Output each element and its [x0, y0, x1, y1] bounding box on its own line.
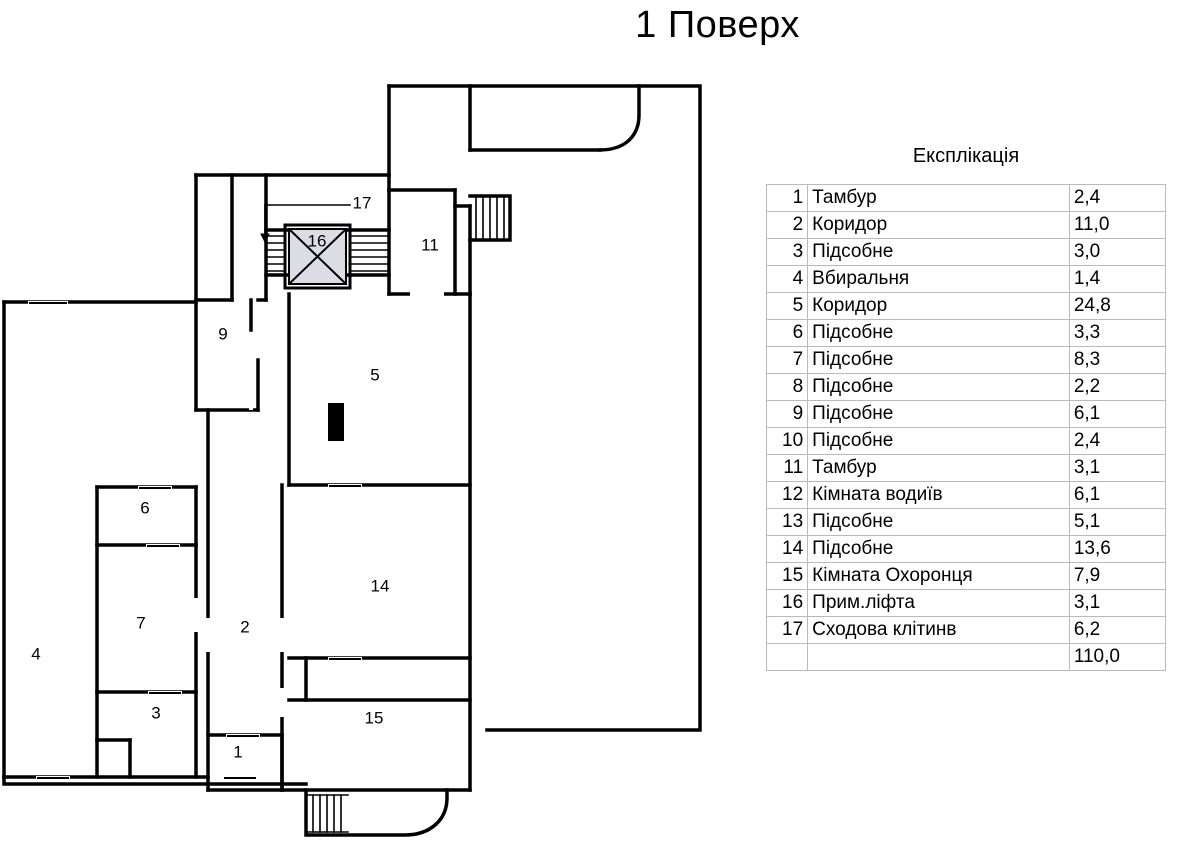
row-area: 6,1: [1069, 401, 1165, 428]
table-row: [767, 617, 1166, 644]
row-area: 5,1: [1069, 509, 1165, 536]
row-area: 8,3: [1069, 347, 1165, 374]
row-name: Підсобне: [808, 347, 1070, 374]
room-label: 7: [136, 613, 146, 633]
table-row: [767, 455, 1166, 482]
table-row: [767, 320, 1166, 347]
row-index: 3: [767, 239, 808, 266]
row-name: Кімната водиїв: [808, 482, 1070, 509]
table-row: [767, 482, 1166, 509]
row-name: Підсобне: [808, 509, 1070, 536]
room-label: 6: [140, 498, 150, 518]
room-label: 4: [31, 644, 41, 664]
table-row: [767, 590, 1166, 617]
row-index: 14: [767, 536, 808, 563]
row-name: Прим.ліфта: [808, 590, 1070, 617]
row-name: Кімната Охоронця: [808, 563, 1070, 590]
row-area: 24,8: [1069, 293, 1165, 320]
row-area: 2,2: [1069, 374, 1165, 401]
row-name: Підсобне: [808, 428, 1070, 455]
table-row: [767, 185, 1166, 212]
room-label: 2: [240, 617, 250, 637]
table-row: [767, 347, 1166, 374]
row-name: Підсобне: [808, 239, 1070, 266]
room-label: 14: [370, 576, 390, 596]
table-row: [767, 212, 1166, 239]
row-area: 3,1: [1069, 590, 1165, 617]
row-name: Тамбур: [808, 185, 1070, 212]
row-area: 6,2: [1069, 617, 1165, 644]
table-row: [767, 239, 1166, 266]
row-name: [808, 644, 1070, 671]
legend-title: Експлікація: [912, 145, 1020, 167]
table-row: [767, 563, 1166, 590]
table-row: [767, 536, 1166, 563]
row-name: Коридор: [808, 212, 1070, 239]
row-index: 11: [767, 455, 808, 482]
row-name: Коридор: [808, 293, 1070, 320]
row-index: 10: [767, 428, 808, 455]
table-row: [767, 401, 1166, 428]
row-index: 6: [767, 320, 808, 347]
row-index: [767, 644, 808, 671]
row-area: 6,1: [1069, 482, 1165, 509]
row-name: Сходова клітинв: [808, 617, 1070, 644]
row-index: 16: [767, 590, 808, 617]
table-row: [767, 374, 1166, 401]
table-row: [767, 293, 1166, 320]
total-area: 110,0: [1069, 644, 1165, 671]
row-area: 3,1: [1069, 455, 1165, 482]
room-label: 17: [352, 193, 372, 213]
row-index: 15: [767, 563, 808, 590]
row-area: 11,0: [1069, 212, 1165, 239]
row-area: 7,9: [1069, 563, 1165, 590]
explication-table: [766, 184, 1166, 671]
row-index: 13: [767, 509, 808, 536]
row-area: 2,4: [1069, 185, 1165, 212]
room-label: 3: [151, 703, 161, 723]
row-area: 13,6: [1069, 536, 1165, 563]
room-label: 1: [233, 742, 243, 762]
room-label: 16: [307, 231, 327, 251]
room-label: 9: [218, 324, 228, 344]
table-row: [767, 509, 1166, 536]
row-name: Підсобне: [808, 536, 1070, 563]
row-index: 5: [767, 293, 808, 320]
row-index: 1: [767, 185, 808, 212]
row-index: 12: [767, 482, 808, 509]
room-label: 15: [364, 708, 384, 728]
row-area: 1,4: [1069, 266, 1165, 293]
row-index: 8: [767, 374, 808, 401]
page-title: 1 Поверх: [635, 4, 800, 46]
table-row: [767, 428, 1166, 455]
row-name: Підсобне: [808, 374, 1070, 401]
row-index: 4: [767, 266, 808, 293]
room-label: 5: [370, 365, 380, 385]
plan-room-labels: [31, 193, 439, 761]
row-name: Тамбур: [808, 455, 1070, 482]
row-index: 9: [767, 401, 808, 428]
row-area: 3,0: [1069, 239, 1165, 266]
table-row: [767, 266, 1166, 293]
row-area: 3,3: [1069, 320, 1165, 347]
row-name: Підсобне: [808, 401, 1070, 428]
row-index: 17: [767, 617, 808, 644]
row-index: 2: [767, 212, 808, 239]
legend-panel: [766, 145, 1186, 671]
row-index: 7: [767, 347, 808, 374]
room-label: 11: [421, 235, 439, 255]
row-name: Підсобне: [808, 320, 1070, 347]
row-name: Вбиральня: [808, 266, 1070, 293]
table-row-total: [767, 644, 1166, 671]
row-area: 2,4: [1069, 428, 1165, 455]
